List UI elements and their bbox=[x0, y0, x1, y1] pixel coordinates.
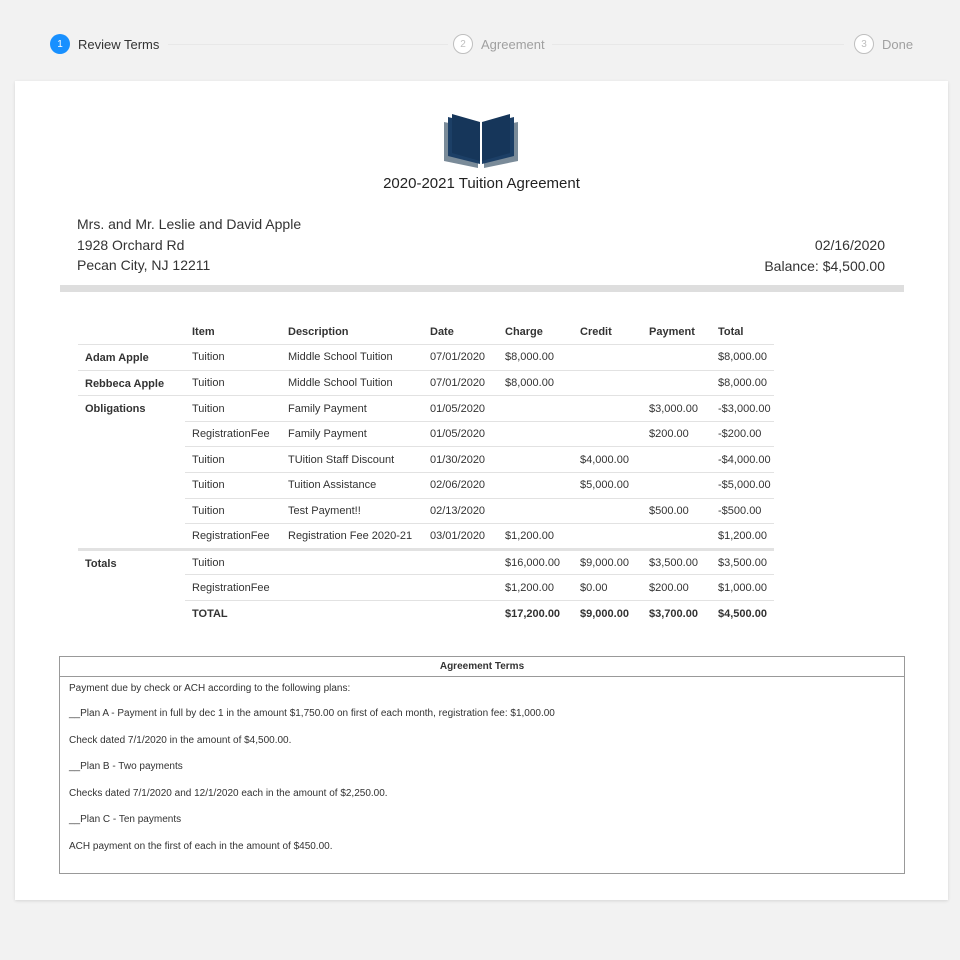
cell-total: -$200.00 bbox=[711, 421, 774, 447]
document-summary bbox=[764, 235, 885, 276]
row-owner bbox=[78, 473, 185, 499]
cell-date: 01/30/2020 bbox=[423, 447, 498, 473]
balance: Balance: $4,500.00 bbox=[764, 257, 885, 274]
row-owner: Rebbeca Apple bbox=[78, 370, 185, 396]
cell-description: Middle School Tuition bbox=[281, 370, 423, 396]
cell-date bbox=[423, 601, 498, 627]
cell-item: TOTAL bbox=[192, 607, 228, 620]
cell-total: $1,000.00 bbox=[711, 575, 774, 601]
cell-payment: $200.00 bbox=[642, 575, 711, 601]
step-label: Review Terms bbox=[78, 36, 160, 52]
step-connector bbox=[552, 44, 844, 45]
cell-payment: $3,000.00 bbox=[642, 396, 711, 422]
cell-payment bbox=[642, 524, 711, 550]
cell-description: Middle School Tuition bbox=[281, 345, 423, 371]
cell-date bbox=[423, 575, 498, 601]
document-date: 02/16/2020 bbox=[814, 237, 885, 253]
cell-charge bbox=[498, 447, 573, 473]
cell-credit: $5,000.00 bbox=[573, 473, 642, 499]
step-done[interactable] bbox=[854, 34, 913, 54]
cell-total: $3,500.00 bbox=[711, 549, 774, 575]
cell-charge bbox=[498, 498, 573, 524]
cell-charge: $17,200.00 bbox=[505, 607, 561, 620]
cell-payment: $200.00 bbox=[642, 421, 711, 447]
cell-payment: $500.00 bbox=[642, 498, 711, 524]
cell-description bbox=[281, 549, 423, 575]
table-row bbox=[78, 421, 774, 447]
column-header: Total bbox=[711, 319, 774, 345]
cell-date: 07/01/2020 bbox=[423, 345, 498, 371]
cell-item: Tuition bbox=[185, 396, 281, 422]
column-header: Credit bbox=[573, 319, 642, 345]
progress-stepper bbox=[50, 34, 913, 54]
agreement-terms-box bbox=[59, 656, 905, 874]
row-owner: Adam Apple bbox=[78, 345, 185, 371]
cell-payment bbox=[642, 370, 711, 396]
cell-credit: $9,000.00 bbox=[580, 607, 629, 620]
cell-date: 01/05/2020 bbox=[423, 421, 498, 447]
row-owner: Totals bbox=[85, 557, 117, 570]
cell-payment bbox=[642, 447, 711, 473]
cell-credit bbox=[573, 396, 642, 422]
cell-date: 03/01/2020 bbox=[423, 524, 498, 550]
totals-row bbox=[78, 575, 774, 601]
table-row bbox=[78, 345, 774, 371]
cell-credit bbox=[573, 345, 642, 371]
row-owner bbox=[78, 601, 185, 627]
cell-total: -$4,000.00 bbox=[711, 447, 774, 473]
cell-credit: $0.00 bbox=[573, 575, 642, 601]
cell-charge bbox=[498, 396, 573, 422]
row-owner bbox=[78, 524, 185, 550]
cell-date: 02/06/2020 bbox=[423, 473, 498, 499]
table-row bbox=[78, 396, 774, 422]
cell-description: TUition Staff Discount bbox=[281, 447, 423, 473]
grand-total-row bbox=[78, 601, 774, 627]
step-label: Agreement bbox=[481, 36, 545, 52]
step-agreement[interactable] bbox=[453, 34, 545, 54]
cell-item: Tuition bbox=[185, 447, 281, 473]
cell-payment bbox=[642, 345, 711, 371]
table-row bbox=[78, 524, 774, 550]
column-header: Item bbox=[185, 319, 281, 345]
cell-charge: $1,200.00 bbox=[498, 524, 573, 550]
terms-line: Check dated 7/1/2020 in the amount of $4,500.00. bbox=[69, 734, 292, 746]
column-header bbox=[78, 319, 185, 345]
terms-heading: Agreement Terms bbox=[60, 657, 904, 677]
totals-row bbox=[78, 549, 774, 575]
cell-date bbox=[423, 549, 498, 575]
cell-description bbox=[281, 601, 423, 627]
cell-date: 07/01/2020 bbox=[423, 370, 498, 396]
cell-item: Tuition bbox=[185, 370, 281, 396]
step-connector bbox=[168, 44, 448, 45]
terms-line: __Plan C - Ten payments bbox=[69, 814, 182, 825]
table-row bbox=[78, 473, 774, 499]
terms-body bbox=[60, 677, 904, 860]
cell-description: Test Payment!! bbox=[281, 498, 423, 524]
cell-total: $8,000.00 bbox=[711, 345, 774, 371]
cell-charge: $8,000.00 bbox=[498, 345, 573, 371]
cell-total: -$5,000.00 bbox=[711, 473, 774, 499]
step-number: 2 bbox=[453, 34, 473, 54]
row-owner bbox=[78, 421, 185, 447]
cell-date: 02/13/2020 bbox=[423, 498, 498, 524]
ledger-table bbox=[78, 319, 774, 626]
cell-payment: $3,500.00 bbox=[642, 549, 711, 575]
cell-date: 01/05/2020 bbox=[423, 396, 498, 422]
cell-payment: $3,700.00 bbox=[649, 607, 698, 620]
table-header-row bbox=[78, 319, 774, 345]
column-header: Charge bbox=[498, 319, 573, 345]
step-label: Done bbox=[882, 36, 914, 52]
step-number: 1 bbox=[50, 34, 70, 54]
cell-item: Tuition bbox=[185, 498, 281, 524]
table-row bbox=[78, 370, 774, 396]
document-title: 2020-2021 Tuition Agreement bbox=[383, 175, 580, 192]
cell-item: RegistrationFee bbox=[185, 524, 281, 550]
terms-line: __Plan B - Two payments bbox=[69, 761, 183, 772]
cell-charge bbox=[498, 421, 573, 447]
cell-charge: $1,200.00 bbox=[498, 575, 573, 601]
open-book-icon bbox=[438, 114, 524, 168]
cell-item: RegistrationFee bbox=[185, 421, 281, 447]
row-owner bbox=[78, 575, 185, 601]
cell-item: RegistrationFee bbox=[185, 575, 281, 601]
address-name: Mrs. and Mr. Leslie and David Apple bbox=[77, 216, 302, 232]
cell-total: $8,000.00 bbox=[711, 370, 774, 396]
cell-credit bbox=[573, 370, 642, 396]
step-review-terms[interactable] bbox=[50, 34, 159, 54]
cell-item: Tuition bbox=[185, 549, 281, 575]
terms-line: Checks dated 7/1/2020 and 12/1/2020 each in the amount of $2,250.00. bbox=[69, 787, 388, 799]
cell-description: Registration Fee 2020-21 bbox=[281, 524, 423, 550]
cell-credit bbox=[573, 524, 642, 550]
row-owner: Obligations bbox=[85, 403, 146, 416]
cell-total: $4,500.00 bbox=[718, 607, 767, 620]
terms-line: __Plan A - Payment in full by dec 1 in the amount $1,750.00 on first of each month, registration fee: $1,000.00 bbox=[69, 708, 555, 719]
row-owner bbox=[78, 498, 185, 524]
cell-charge: $16,000.00 bbox=[498, 549, 573, 575]
cell-item: Tuition bbox=[185, 345, 281, 371]
column-header: Date bbox=[423, 319, 498, 345]
row-owner bbox=[78, 447, 185, 473]
address-street: 1928 Orchard Rd bbox=[77, 236, 185, 253]
mailing-address bbox=[77, 214, 301, 276]
cell-charge bbox=[498, 473, 573, 499]
cell-description bbox=[281, 575, 423, 601]
table-row bbox=[78, 498, 774, 524]
cell-credit bbox=[573, 421, 642, 447]
cell-description: Family Payment bbox=[281, 396, 423, 422]
cell-item: Tuition bbox=[185, 473, 281, 499]
agreement-document bbox=[15, 81, 948, 900]
section-divider bbox=[60, 285, 904, 292]
step-number: 3 bbox=[854, 34, 874, 54]
cell-credit bbox=[573, 498, 642, 524]
terms-line: ACH payment on the first of each in the amount of $450.00. bbox=[69, 840, 333, 852]
cell-total: -$3,000.00 bbox=[711, 396, 774, 422]
column-header: Payment bbox=[642, 319, 711, 345]
cell-payment bbox=[642, 473, 711, 499]
cell-charge: $8,000.00 bbox=[498, 370, 573, 396]
cell-total: -$500.00 bbox=[711, 498, 774, 524]
table-row bbox=[78, 447, 774, 473]
cell-credit: $4,000.00 bbox=[573, 447, 642, 473]
cell-total: $1,200.00 bbox=[711, 524, 774, 550]
address-city: Pecan City, NJ 12211 bbox=[77, 257, 211, 273]
terms-line: Payment due by check or ACH according to the following plans: bbox=[69, 683, 351, 694]
cell-description: Family Payment bbox=[281, 421, 423, 447]
column-header: Description bbox=[281, 319, 423, 345]
cell-description: Tuition Assistance bbox=[281, 473, 423, 499]
cell-credit: $9,000.00 bbox=[573, 549, 642, 575]
